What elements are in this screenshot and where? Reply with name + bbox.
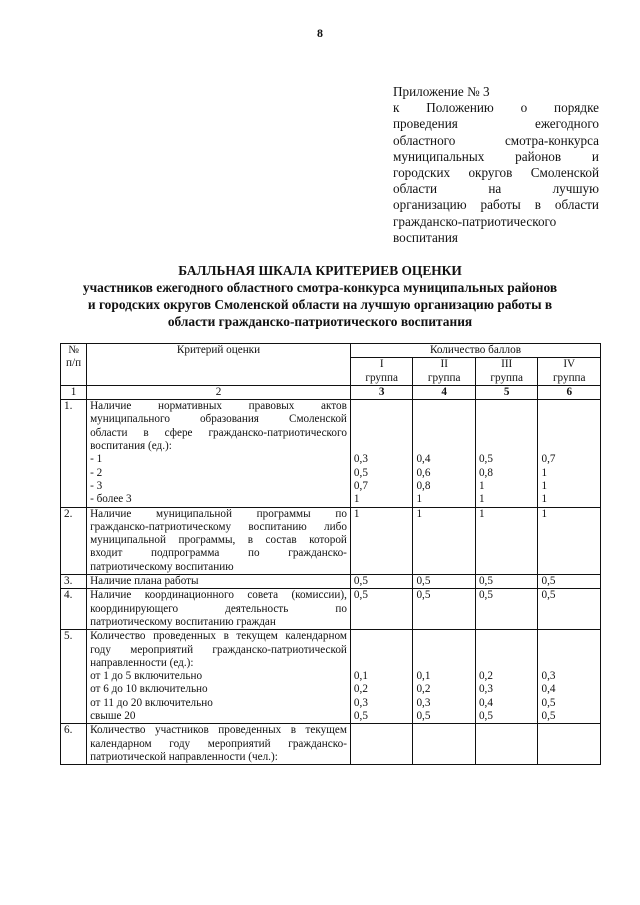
row-number: 5. xyxy=(61,630,87,724)
row-value-group-2 xyxy=(413,724,476,765)
appendix-line: областного смотра-конкурса xyxy=(393,132,599,148)
col-number: 6 xyxy=(538,385,601,399)
row-value-group-3 xyxy=(475,724,538,765)
col-number: 3 xyxy=(350,385,413,399)
table-header-row xyxy=(61,344,601,358)
row-value-group-1 xyxy=(350,724,413,765)
row-criterion: Количество проведенных в текущем календарном году мероприятий гражданско-патриотической направленности (ед.): от 1 до 5 включительно от 6 до 10 включительно от 11 до 20 включительно свыше 20 xyxy=(87,630,351,724)
row-value-group-4: 1 xyxy=(538,507,601,574)
row-value-group-1: 0,5 xyxy=(350,589,413,630)
appendix-line: гражданско-патриотического xyxy=(393,213,557,229)
row-criterion: Наличие муниципальной программы по гражданско-патриотическому воспитанию либо муниципальной программы, в состав которой входит подпрограмма по гражданско- патриотическому воспитанию xyxy=(87,507,351,574)
row-value-group-2: 0,1 0,2 0,3 0,5 xyxy=(413,630,476,724)
row-criterion: Количество участников проведенных в текущем календарном году мероприятий гражданско- патриотической направленности (чел.): xyxy=(87,724,351,765)
row-number: 1. xyxy=(61,400,87,507)
header-group-2: II группа xyxy=(413,358,476,386)
col-number: 4 xyxy=(413,385,476,399)
row-value-group-3: 0,2 0,3 0,4 0,5 xyxy=(475,630,538,724)
row-value-group-2: 0,5 xyxy=(413,589,476,630)
appendix-line: организацию работы в области xyxy=(393,197,599,213)
appendix-line: муниципальных районов и xyxy=(393,148,599,164)
col-number: 1 xyxy=(61,385,87,399)
row-value-group-1: 1 xyxy=(350,507,413,574)
row-value-group-2: 0,4 0,6 0,8 1 xyxy=(413,400,476,507)
header-group-3: III группа xyxy=(475,358,538,386)
appendix-title: Приложение № 3 xyxy=(393,84,490,99)
table-row xyxy=(61,589,601,630)
heading-subtitle: участников ежегодного областного смотра-конкурса муниципальных районов xyxy=(82,280,558,295)
row-criterion: Наличие плана работы xyxy=(87,575,351,589)
row-criterion: Наличие координационного совета (комиссии), координирующего деятельность по патриотическому воспитанию граждан xyxy=(87,589,351,630)
row-value-group-3: 0,5 0,8 1 1 xyxy=(475,400,538,507)
heading-subtitle: и городских округов Смоленской области на лучшую организацию работы в xyxy=(87,297,553,312)
row-value-group-1: 0,5 xyxy=(350,575,413,589)
row-value-group-3: 0,5 xyxy=(475,589,538,630)
appendix-line: воспитания xyxy=(393,229,458,245)
row-value-group-4: 0,3 0,4 0,5 0,5 xyxy=(538,630,601,724)
table-row xyxy=(61,507,601,574)
row-value-group-4: 0,7 1 1 1 xyxy=(538,400,601,507)
header-points: Количество баллов xyxy=(350,344,600,358)
row-number: 3. xyxy=(61,575,87,589)
heading-subtitle: области гражданско-патриотического воспитания xyxy=(167,314,473,329)
appendix-line: городских округов Смоленской xyxy=(393,165,599,181)
column-numbers-row xyxy=(61,385,601,399)
row-value-group-2: 1 xyxy=(413,507,476,574)
header-group-1: I группа xyxy=(350,358,413,386)
table-row xyxy=(61,400,601,507)
row-criterion: Наличие нормативных правовых актов муниципального образования Смоленской области в сфере гражданско-патриотического воспитания (ед.): - 1 - 2 - 3 - более 3 xyxy=(87,400,351,507)
table-row xyxy=(61,724,601,765)
page-number: 8 xyxy=(317,26,323,40)
document-heading xyxy=(0,262,640,330)
heading-title: БАЛЛЬНАЯ ШКАЛА КРИТЕРИЕВ ОЦЕНКИ xyxy=(178,263,462,278)
appendix-line: области на лучшую xyxy=(393,181,599,197)
appendix-line: проведения ежегодного xyxy=(393,116,599,132)
col-number: 2 xyxy=(87,385,351,399)
col-number: 5 xyxy=(475,385,538,399)
row-number: 4. xyxy=(61,589,87,630)
row-number: 2. xyxy=(61,507,87,574)
row-value-group-4: 0,5 xyxy=(538,589,601,630)
row-value-group-3: 1 xyxy=(475,507,538,574)
row-number: 6. xyxy=(61,724,87,765)
table-row xyxy=(61,575,601,589)
row-value-group-4 xyxy=(538,724,601,765)
row-value-group-4: 0,5 xyxy=(538,575,601,589)
appendix-block xyxy=(393,84,599,246)
row-value-group-3: 0,5 xyxy=(475,575,538,589)
table-row xyxy=(61,630,601,724)
header-num: № п/п xyxy=(61,344,87,386)
row-value-group-2: 0,5 xyxy=(413,575,476,589)
appendix-line: к Положению о порядке xyxy=(393,100,599,116)
row-value-group-1: 0,3 0,5 0,7 1 xyxy=(350,400,413,507)
header-group-4: IV группа xyxy=(538,358,601,386)
header-criterion: Критерий оценки xyxy=(87,344,351,386)
row-value-group-1: 0,1 0,2 0,3 0,5 xyxy=(350,630,413,724)
criteria-table xyxy=(60,343,601,765)
